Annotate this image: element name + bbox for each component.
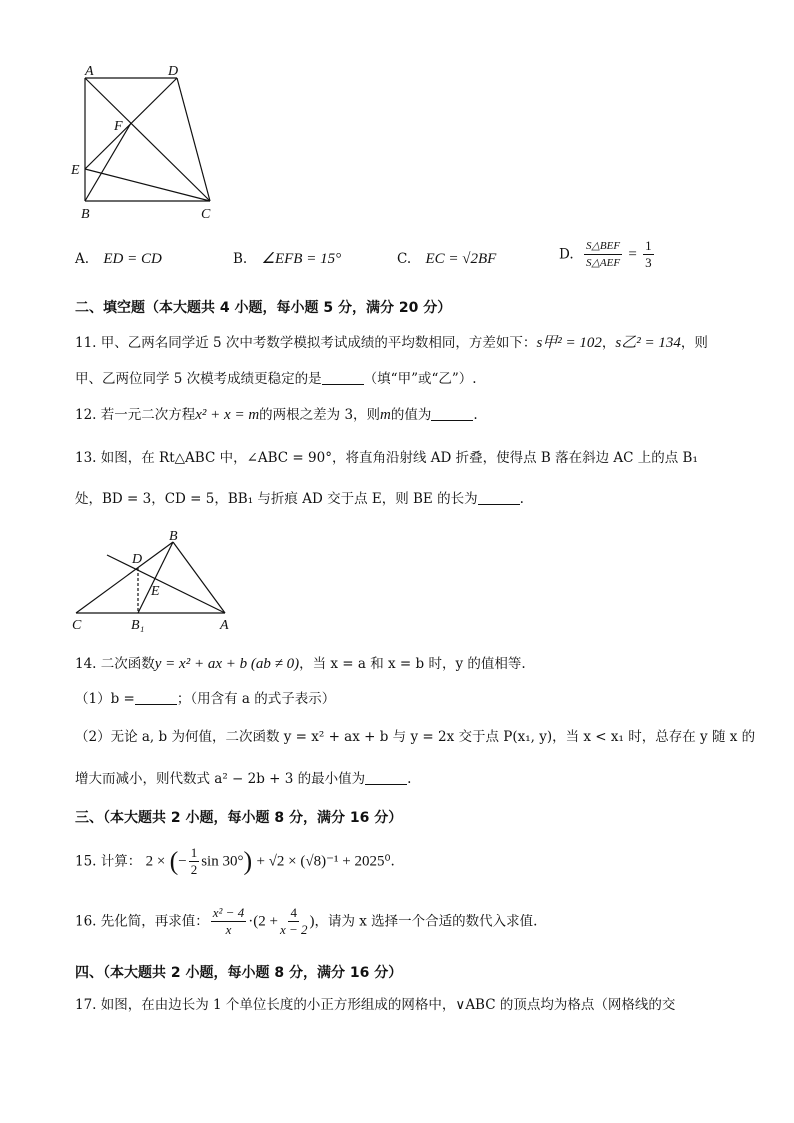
label-d: D	[132, 552, 143, 567]
q14-p2-answer-blank	[365, 770, 407, 785]
section-3-title: 三、（本大题共 2 小题，每小题 8 分，满分 16 分）	[75, 810, 403, 826]
q11-line2-text: 甲、乙两位同学 5 次模考成绩更稳定的是	[75, 371, 322, 387]
diag-ac	[85, 78, 210, 201]
q11-variance-yi: s乙² = 134	[615, 335, 681, 351]
q12-end: .	[473, 407, 478, 423]
q11-text: 11. 甲、乙两名同学近 5 次中考数学模拟考试成绩的平均数相同，方差如下：	[75, 335, 537, 351]
question-13-line1: 13. 如图，在 Rt△ABC 中，∠ABC = 90°，将直角沿射线 AD 折叠，使得点 B 落在斜边 AC 上的点 B₁	[75, 450, 698, 466]
q15-left-paren: (	[169, 846, 179, 876]
option-c	[397, 250, 496, 268]
question-15	[75, 845, 395, 878]
figure-q10	[60, 58, 230, 228]
q11-answer-blank	[322, 370, 364, 385]
q16-frac-den: x	[225, 922, 232, 937]
option-d-value-den: 3	[645, 255, 652, 270]
q14-p1-post: ；（用含有 a 的式子表示）	[176, 691, 336, 707]
q11-variance-jia: s甲² = 102	[536, 335, 602, 351]
seg-ec	[85, 169, 210, 201]
label-c: C	[72, 618, 82, 633]
option-d-label: D.	[559, 246, 574, 263]
q15-term-d: + √2 × (√8)⁻¹ + 2025⁰	[256, 853, 391, 870]
question-13-line2	[75, 490, 524, 508]
question-17-line1: 17. 如图，在由边长为 1 个单位长度的小正方形组成的网格中，∨ABC 的顶点均为格点（网格线的交	[75, 997, 676, 1013]
question-14-part2-line2	[75, 770, 411, 788]
q15-term-a: 2 ×	[145, 853, 166, 870]
q15-pre: 15. 计算：	[75, 853, 142, 870]
label-b: B	[169, 529, 178, 544]
q13-answer-blank	[478, 490, 520, 505]
question-12	[75, 406, 478, 424]
q14-post: ，当 x = a 和 x = b 时，y 的值相等.	[299, 656, 526, 672]
q15-half-num: 1	[190, 845, 198, 860]
q11-tail: ，则	[680, 335, 708, 351]
q16-paren-close: )	[309, 913, 315, 930]
label-e: E	[151, 584, 160, 599]
q14-end: .	[407, 771, 412, 787]
q16-paren-open: (2 +	[253, 913, 278, 930]
q16-pre: 16. 先化简，再求值：	[75, 913, 209, 930]
section-2-title: 二、填空题（本大题共 4 小题，每小题 5 分，满分 20 分）	[75, 300, 452, 316]
label-e: E	[71, 163, 80, 178]
q12-answer-blank	[431, 406, 473, 421]
option-d-numerator: S△BEF	[584, 238, 622, 255]
label-f: F	[114, 119, 123, 134]
q15-minus: −	[178, 853, 187, 870]
question-11-line1	[75, 334, 708, 352]
label-a: A	[85, 64, 94, 79]
q15-end: .	[390, 853, 395, 870]
q14-p1-answer-blank	[135, 690, 177, 705]
label-a: A	[220, 618, 229, 633]
edge-dc	[177, 78, 210, 201]
question-14-part1	[75, 690, 335, 708]
q16-frac-num: x² − 4	[212, 905, 245, 920]
q13-end: .	[519, 491, 524, 507]
option-b-expr: ∠EFB = 15°	[261, 251, 342, 267]
question-11-line2	[75, 370, 477, 388]
q15-sin: sin 30°	[201, 853, 244, 870]
option-a-expr: ED = CD	[103, 251, 162, 267]
q16-frac2-num: 4	[290, 905, 297, 920]
option-d-denominator: S△AEF	[585, 257, 621, 269]
label-c: C	[201, 207, 211, 222]
option-d	[559, 238, 656, 271]
option-b-label: B.	[233, 251, 248, 267]
question-14-line1	[75, 655, 526, 673]
q14-p1-pre: （1）b =	[75, 691, 135, 707]
label-b1: B₁	[131, 618, 145, 633]
q13-line2-text: 处，BD = 3，CD = 5，BB₁ 与折痕 AD 交于点 E，则 BE 的长为	[75, 491, 478, 507]
q16-dot: ·	[248, 913, 254, 930]
q12-pre: 12. 若一元二次方程	[75, 407, 196, 423]
question-16	[75, 905, 537, 938]
q12-equation: x² + x = m	[195, 407, 260, 423]
option-a-label: A.	[75, 251, 90, 267]
option-b	[233, 250, 341, 268]
q12-mid: 的两根之差为 3，则	[259, 407, 381, 423]
q16-post: ，请为 x 选择一个合适的数代入求值.	[314, 913, 538, 930]
option-d-value-num: 1	[645, 238, 652, 253]
option-d-eq: =	[628, 246, 637, 263]
q15-half-den: 2	[190, 862, 198, 877]
q12-m: m	[380, 407, 391, 423]
q12-post: 的值为	[390, 407, 432, 423]
label-b: B	[81, 207, 90, 222]
section-4-title: 四、（本大题共 2 小题，每小题 8 分，满分 16 分）	[75, 965, 403, 981]
question-14-part2-line1: （2）无论 a, b 为何值，二次函数 y = x² + ax + b 与 y = 2x 交于点 P(x₁, y)，当 x < x₁ 时，总存在 y 随 x 的	[75, 729, 756, 745]
fold-line-ad	[107, 555, 225, 613]
figure-q13	[62, 525, 242, 635]
option-c-label: C.	[397, 251, 412, 267]
q11-line2-tail: （填“甲”或“乙”）.	[363, 371, 477, 387]
option-a	[75, 250, 162, 268]
q11-sep: ，	[601, 335, 616, 351]
q16-frac2-den: x − 2	[279, 922, 308, 937]
option-c-expr: EC = √2BF	[425, 251, 497, 267]
segment-bb1	[138, 542, 173, 613]
q14-function: y = x² + ax + b (ab ≠ 0)	[154, 656, 300, 672]
edge-cb	[76, 542, 173, 613]
label-d: D	[168, 64, 179, 79]
q15-right-paren: )	[243, 846, 253, 876]
q14-p2-line2-text: 增大而减小，则代数式 a² − 2b + 3 的最小值为	[75, 771, 366, 787]
q14-pre: 14. 二次函数	[75, 656, 155, 672]
edge-ba	[173, 542, 225, 613]
